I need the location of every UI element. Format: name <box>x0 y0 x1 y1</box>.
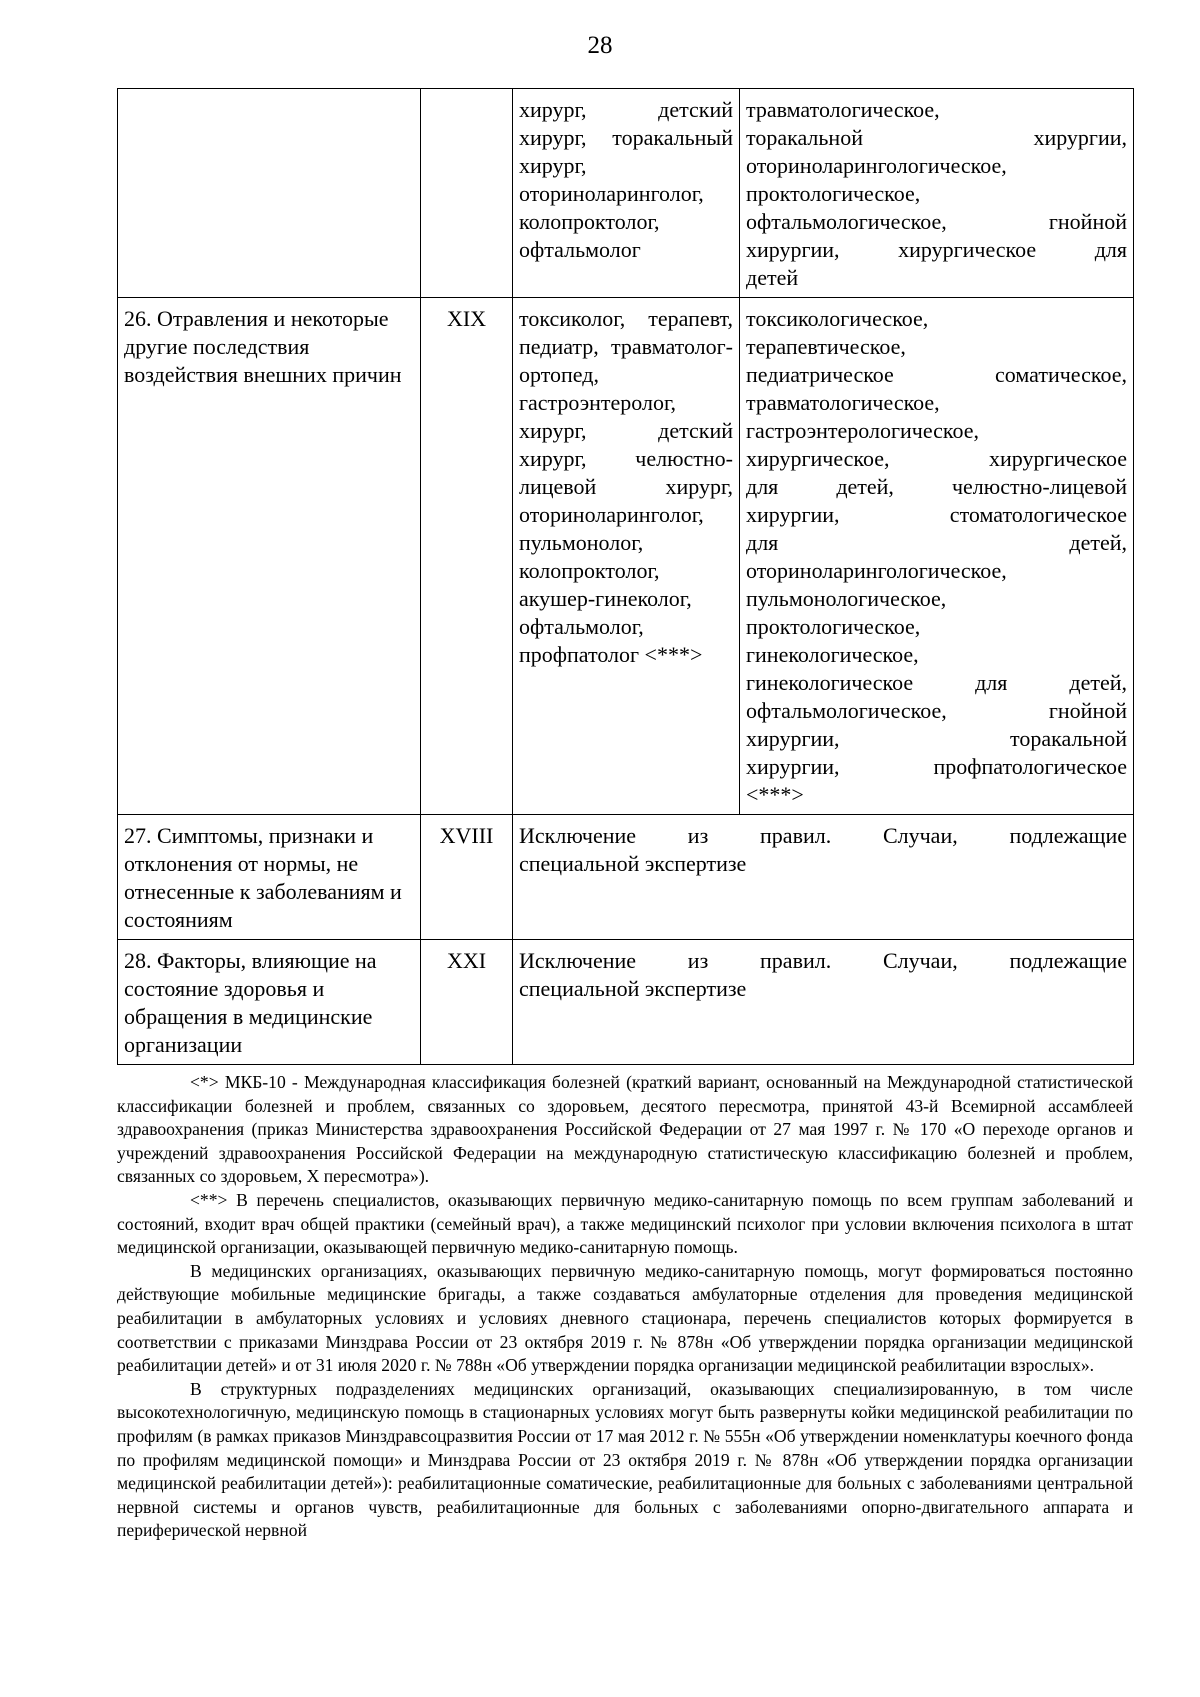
profile-line: детей <box>746 265 799 290</box>
profiles-cell <box>740 298 1134 815</box>
icd-class-cell: XIX <box>421 298 513 815</box>
disease-group-cell: 27. Симптомы, признаки и отклонения от нормы, не отнесенные к заболеваниям и состояниям <box>118 815 421 940</box>
profile-line: для детей, <box>746 530 1127 555</box>
profile-line: оториноларингологическое, <box>746 558 1007 583</box>
profile-line: хирургии, хирургическое для <box>746 237 1127 262</box>
profile-line: травматологическое, <box>746 390 940 415</box>
profile-line: офтальмологическое, гнойной <box>746 698 1127 723</box>
icd-class-cell: XXI <box>421 940 513 1065</box>
profile-line: токсикологическое, <box>746 306 929 331</box>
profile-line: хирургии, торакальной <box>746 726 1127 751</box>
table-row <box>118 815 1134 940</box>
profile-line: гастроэнтерологическое, <box>746 418 980 443</box>
specialist-line: оториноларинголог, <box>519 181 704 206</box>
specialists-table <box>117 88 1134 1065</box>
profile-line: проктологическое, <box>746 181 921 206</box>
specialists-cell <box>513 298 740 815</box>
profile-line: оториноларингологическое, <box>746 153 1007 178</box>
table-row <box>118 298 1134 815</box>
specialist-line: колопроктолог, <box>519 209 660 234</box>
specialist-line: лицевой хирург, <box>519 474 733 499</box>
specialist-line: офтальмолог <box>519 237 641 262</box>
specialist-line: пульмонолог, <box>519 530 644 555</box>
disease-group-cell: 26. Отравления и некоторые другие последствия воздействия внешних причин <box>118 298 421 815</box>
specialist-line: токсиколог, терапевт, <box>519 306 733 331</box>
disease-group-cell <box>118 89 421 298</box>
exception-cell <box>513 815 1134 940</box>
profile-line: проктологическое, <box>746 614 921 639</box>
specialist-line: хирург, детский <box>519 97 733 122</box>
table-row <box>118 940 1134 1065</box>
icd-class-cell <box>421 89 513 298</box>
profile-line: хирургии, профпатологическое <box>746 754 1127 779</box>
footnote-paragraph: В медицинских организациях, оказывающих первичную медико-санитарную помощь, могут формироваться постоянно действующие мобильные медицинские бригады, а также создаваться амбулаторные отделения для проведения медицинской реабилитации в амбулаторных условиях и условиях дневного стационара, перечень специалистов которых формируется в соответствии с приказами Минздрава России от 23 октября 2019 г. № 878н «Об утверждении порядка организации медицинской реабилитации детей» и от 31 июля 2020 г. № 788н «Об утверждении порядка организации медицинской реабилитации взрослых». <box>117 1260 1133 1376</box>
specialist-line: хирург, <box>519 153 587 178</box>
disease-group-cell: 28. Факторы, влияющие на состояние здоровья и обращения в медицинские организации <box>118 940 421 1065</box>
specialist-line: хирург, детский <box>519 418 733 443</box>
footnote-paragraph: <*> МКБ-10 - Международная классификация болезней (краткий вариант, основанный на Международной статистической классификации болезней и проблем, связанных со здоровьем, десятого пересмотра, принятой 43-й Всемирной ассамблеей здравоохранения (приказ Министерства здравоохранения Российской Федерации от 27 мая 1997 г. № 170 «О переходе органов и учреждений здравоохранения Российской Федерации на международную статистическую классификацию болезней и проблем, связанных со здоровьем, X пересмотра»). <box>117 1072 1133 1187</box>
footnote-paragraph: <**> В перечень специалистов, оказывающих первичную медико-санитарную помощь по всем группам заболеваний и состояний, входит врач общей практики (семейный врач), а также медицинский психолог при условии включения психолога в штат медицинской организации, оказывающей первичную медико-санитарную помощь. <box>117 1189 1133 1258</box>
profile-line: офтальмологическое, гнойной <box>746 209 1127 234</box>
page-number: 28 <box>587 32 613 59</box>
profile-line: для детей, челюстно-лицевой <box>746 474 1127 499</box>
exception-text-line: Исключение из правил. Случаи, подлежащие <box>519 823 1127 848</box>
specialist-line: ортопед, <box>519 362 599 387</box>
exception-text-line: специальной экспертизе <box>519 851 747 876</box>
specialist-line: профпатолог <***> <box>519 642 703 667</box>
icd-class-cell: XVIII <box>421 815 513 940</box>
profile-line: терапевтическое, <box>746 334 906 359</box>
table-row <box>118 89 1134 298</box>
profile-line: торакальной хирургии, <box>746 125 1127 150</box>
footnotes <box>117 1071 1133 1543</box>
specialist-line: оториноларинголог, <box>519 502 704 527</box>
specialist-line: хирург, торакальный <box>519 125 733 150</box>
exception-cell <box>513 940 1134 1065</box>
profiles-cell <box>740 89 1134 298</box>
profile-line: гинекологическое для детей, <box>746 670 1127 695</box>
profile-line: гинекологическое, <box>746 642 919 667</box>
specialist-line: педиатр, травматолог- <box>519 334 733 359</box>
exception-text-line: специальной экспертизе <box>519 976 747 1001</box>
specialist-line: колопроктолог, <box>519 558 660 583</box>
profile-line: хирургии, стоматологическое <box>746 502 1127 527</box>
specialist-line: офтальмолог, <box>519 614 644 639</box>
profile-line: педиатрическое соматическое, <box>746 362 1127 387</box>
profile-line: <***> <box>746 782 804 807</box>
specialists-cell <box>513 89 740 298</box>
specialist-line: гастроэнтеролог, <box>519 390 677 415</box>
profile-line: хирургическое, хирургическое <box>746 446 1127 471</box>
exception-text-line: Исключение из правил. Случаи, подлежащие <box>519 948 1127 973</box>
specialist-line: хирург, челюстно- <box>519 446 733 471</box>
profile-line: пульмонологическое, <box>746 586 947 611</box>
specialist-line: акушер-гинеколог, <box>519 586 692 611</box>
profile-line: травматологическое, <box>746 97 940 122</box>
footnote-paragraph: В структурных подразделениях медицинских организаций, оказывающих специализированную, в том числе высокотехнологичную, медицинскую помощь в стационарных условиях могут быть развернуты койки медицинской реабилитации по профилям (в рамках приказов Минздравсоцразвития России от 17 мая 2012 г. № 555н «Об утверждении номенклатуры коечного фонда по профилям медицинской помощи» и Минздрава России от 23 октября 2019 г. № 878н «Об утверждении порядка организации медицинской реабилитации детей»): реабилитационные соматические, реабилитационные для больных с заболеваниями центральной нервной системы и органов чувств, реабилитационные для больных с заболеваниями опорно-двигательного аппарата и периферической нервной <box>117 1378 1133 1541</box>
